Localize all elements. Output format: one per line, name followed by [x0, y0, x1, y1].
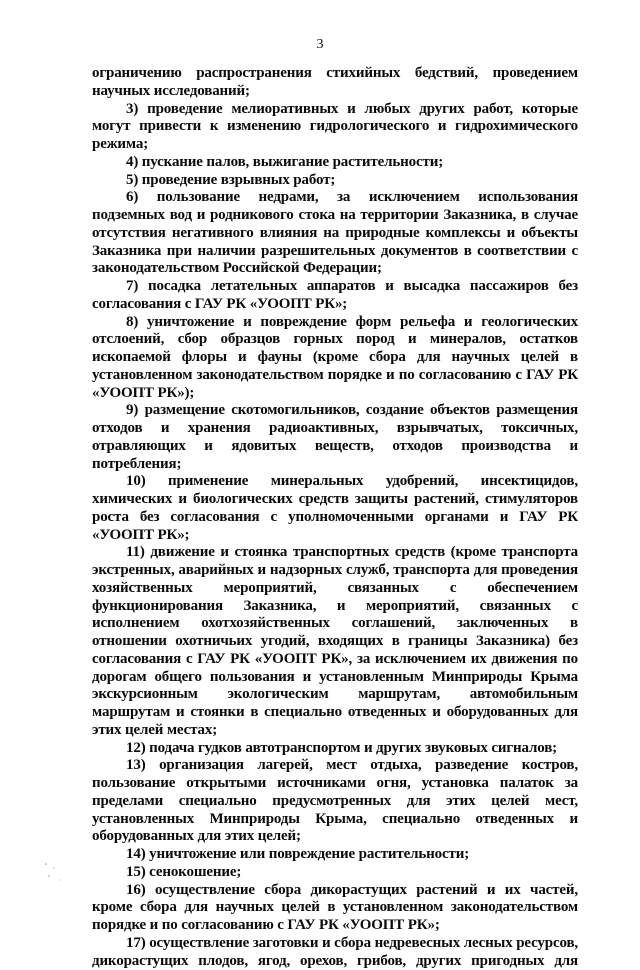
paragraph-continuation: ограничению распространения стихийных бедствий, проведением научных исследований; — [92, 65, 578, 99]
paragraph-item-3: 3) проведение мелиоративных и любых других работ, которые могут привести к изменению гидрологического и гидрохимического режима; — [92, 100, 578, 152]
paragraph-item-9: 9) размещение скотомогильников, создание объектов размещения отходов и хранения радиоактивных, взрывчатых, токсичных, отравляющих и ядовитых веществ, отходов производства и потребления; — [92, 402, 578, 472]
page-number: 3 — [316, 37, 324, 52]
paragraph-item-4: 4) пускание палов, выжигание растительности; — [126, 153, 444, 170]
document-body — [92, 65, 578, 970]
paragraph-item-12: 12) подача гудков автотранспортом и других звуковых сигналов; — [126, 739, 558, 756]
paragraph-item-10: 10) применение минеральных удобрений, инсектицидов, химических и биологических средств защиты растений, стимуляторов роста без согласования с уполномоченными органами и ГАУ РК «УООПТ РК»; — [92, 473, 578, 543]
paragraph-item-16: 16) осуществление сбора дикорастущих растений и их частей, кроме сбора для научных целей в установленном законодательством порядке и по согласованию с ГАУ РК «УООПТ РК»; — [92, 881, 578, 933]
paragraph-item-17: 17) осуществление заготовки и сбора недревесных лесных ресурсов, дикорастущих плодов, ягод, орехов, грибов, других пригодных для — [92, 934, 578, 969]
paragraph-item-8: 8) уничтожение и повреждение форм рельефа и геологических отслоений, сбор образцов горных пород и минералов, остатков ископаемой флоры и фауны (кроме сбора для научных целей в установленном законодательством порядке и по согласованию с ГАУ РК «УООПТ РК»); — [92, 313, 578, 401]
paragraph-item-7: 7) посадка летательных аппаратов и высадка пассажиров без согласования с ГАУ РК «УООПТ РК»; — [92, 278, 578, 312]
paragraph-item-5: 5) проведение взрывных работ; — [126, 171, 336, 188]
scan-specks — [40, 858, 80, 888]
paragraph-item-11: 11) движение и стоянка транспортных средств (кроме транспорта экстренных, аварийных и надзорных служб, транспорта для проведения хозяйственных мероприятий, связанных с обеспечением функционирования Заказника, и мероприятий, связанных с исполнением охотхозяйственных соглашений, заключенных в отношении охотничьих угодий, входящих в границы Заказника) без согласования с ГАУ РК «УООПТ РК», за исключением их движения по дорогам общего пользования и установленным Минприроды Крыма экскурсионным экологическим маршрутам, автомобильным маршрутам и стоянки в специально отведенных и оборудованных для этих целей местах; — [92, 544, 578, 738]
paragraph-item-6: 6) пользование недрами, за исключением использования подземных вод и родникового стока на территории Заказника, в случае отсутствия негативного влияния на природные комплексы и объекты Заказника при наличии разрешительных документов в соответствии с законодательством Российской Федерации; — [92, 189, 578, 277]
paragraph-item-15: 15) сенокошение; — [126, 863, 242, 880]
paragraph-item-13: 13) организация лагерей, мест отдыха, разведение костров, пользование открытыми источниками огня, установка палаток за пределами специально предусмотренных для этих целей мест, установленных Минприроды Крыма, специально отведенных и оборудованных для этих целей; — [92, 757, 578, 845]
paragraph-item-14: 14) уничтожение или повреждение растительности; — [126, 846, 470, 862]
